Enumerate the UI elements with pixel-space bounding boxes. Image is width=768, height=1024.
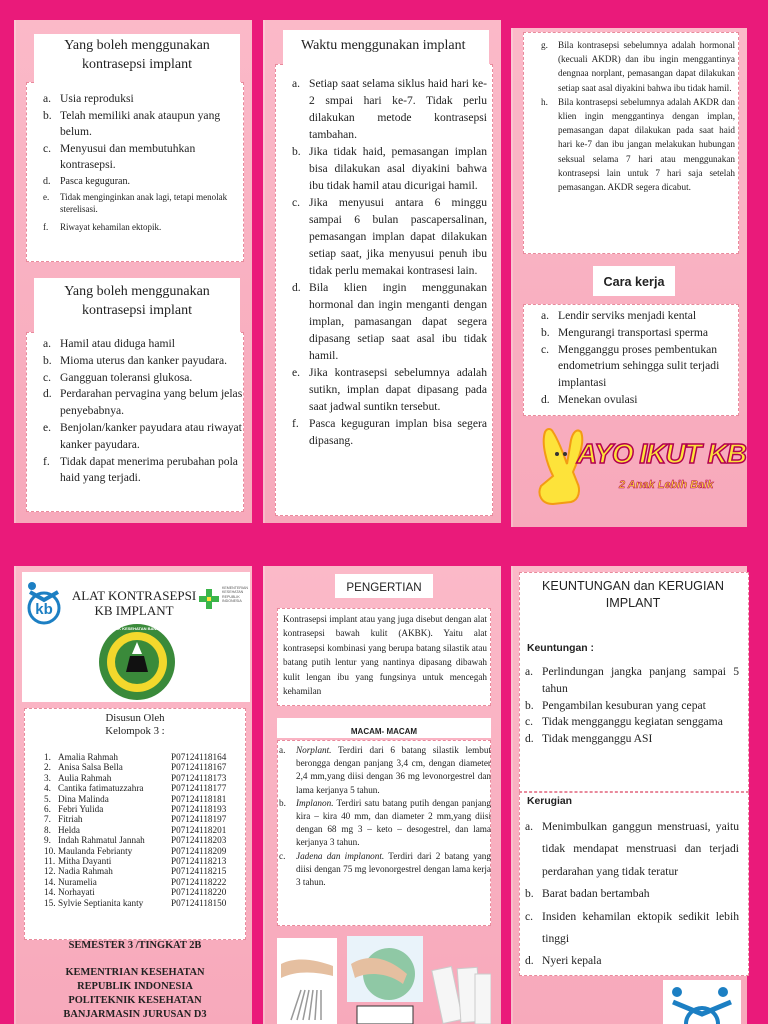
list-item bbox=[292, 75, 487, 143]
list-marker: a. bbox=[525, 665, 534, 678]
member-nim: P07124118203 bbox=[171, 835, 227, 846]
kontraindikasi-title bbox=[34, 278, 240, 334]
member-list bbox=[44, 752, 249, 908]
indikasi-list bbox=[43, 91, 243, 235]
macam-list bbox=[279, 744, 491, 889]
kb-logo bbox=[24, 578, 64, 626]
list-item bbox=[292, 279, 487, 364]
list-text: Jika menyusui antara 6 minggu sampai 6 bulan pascapersalinan, pemasangan implan dapat dilakukan setiap saat, jika menyusui penuh ibu tidak perlu memakai kontrasesi lain. bbox=[309, 196, 487, 277]
panel-cover bbox=[14, 566, 252, 1024]
list-marker: h. bbox=[541, 96, 548, 107]
member-n: 7. bbox=[44, 814, 51, 825]
list-text: Perdarahan pervagina yang belum jelas penyebabnya. bbox=[60, 387, 243, 418]
member-n: 12. bbox=[44, 866, 56, 877]
kontraindikasi-list bbox=[43, 336, 245, 487]
list-marker: d. bbox=[525, 954, 534, 968]
list-item bbox=[43, 454, 245, 488]
implant-illustration bbox=[277, 934, 491, 1024]
list-text: Mioma uterus dan kanker payudara. bbox=[60, 353, 228, 367]
kb-family-icon-bottom bbox=[663, 980, 741, 1024]
list-item bbox=[43, 174, 243, 191]
member-name: Indah Rahmatul Jannah bbox=[58, 835, 145, 846]
list-item bbox=[279, 797, 491, 850]
list-marker: c. bbox=[292, 196, 301, 209]
member-row bbox=[44, 856, 249, 866]
member-name: Nadia Rahmah bbox=[58, 866, 113, 877]
list-item bbox=[525, 664, 739, 698]
list-marker: d. bbox=[43, 175, 51, 187]
member-row bbox=[44, 794, 249, 804]
keuntungan-title: KEUNTUNGAN dan KERUGIAN IMPLANT bbox=[542, 579, 724, 610]
list-item bbox=[541, 325, 737, 342]
list-text: Mengganggu proses pembentukan endometrium sehingga sulit terjadi implantasi bbox=[558, 342, 720, 390]
kerugian-list bbox=[525, 816, 739, 973]
list-term: Norplant. bbox=[296, 745, 332, 755]
list-text: Pasca keguguran. bbox=[60, 175, 130, 187]
list-text: Hamil atau diduga hamil bbox=[60, 337, 175, 350]
cara-kerja-title bbox=[593, 266, 675, 296]
list-description: Terdiri satu batang putih dengan panjang kira – kira 40 mm, dan diameter 2 mm,yang diisi dengan 68 mg 3 – keto – desogestrel, dan lama kerjanya 3 tahun. bbox=[296, 797, 491, 848]
list-marker: c. bbox=[525, 715, 534, 729]
list-text: Riwayat kehamilan ektopik. bbox=[60, 221, 162, 232]
kontraindikasi-title-text: Yang boleh menggunakan kontrasepsi implant bbox=[64, 284, 210, 318]
list-item bbox=[279, 850, 491, 890]
waktu-title bbox=[283, 30, 489, 72]
list-text: Lendir serviks menjadi kental bbox=[558, 309, 697, 322]
member-name: Amalia Rahmah bbox=[58, 752, 118, 762]
list-item bbox=[43, 336, 245, 353]
member-nim: P07124118209 bbox=[171, 845, 227, 856]
list-item bbox=[292, 143, 487, 194]
member-nim: P07124118164 bbox=[171, 752, 227, 762]
list-text: Pengambilan kesuburan yang cepat bbox=[542, 698, 706, 712]
list-text: Usia reproduksi bbox=[60, 92, 134, 105]
list-marker: f. bbox=[292, 417, 299, 430]
member-row bbox=[44, 825, 249, 835]
member-n: 4. bbox=[44, 783, 51, 794]
member-nim: P07124118197 bbox=[171, 814, 227, 825]
panel-waktu bbox=[263, 20, 501, 523]
list-marker: b. bbox=[279, 797, 286, 808]
list-marker: b. bbox=[292, 145, 301, 158]
member-name: Cantika fatimatuzzahra bbox=[58, 783, 144, 794]
list-item bbox=[525, 816, 739, 883]
list-text: Insiden kehamilan ektopik sedikit lebih tinggi bbox=[542, 909, 739, 946]
list-marker: b. bbox=[541, 325, 550, 339]
list-marker: b. bbox=[43, 353, 52, 367]
list-text: Tidak menginginkan anak lagi, tetapi menolak sterelisasi. bbox=[60, 191, 228, 214]
member-row bbox=[44, 835, 249, 845]
list-text: Gangguan toleransi glukosa. bbox=[60, 370, 193, 384]
list-item bbox=[525, 731, 739, 748]
member-n: 9. bbox=[44, 835, 51, 846]
member-nim: P07124118201 bbox=[171, 824, 227, 835]
member-n: 8. bbox=[44, 824, 51, 835]
member-n: 15. bbox=[44, 897, 56, 908]
list-item bbox=[292, 194, 487, 279]
member-nim: P07124118150 bbox=[171, 897, 227, 908]
list-item bbox=[525, 714, 739, 731]
disusun-label: Disusun Oleh bbox=[105, 712, 165, 724]
institution-line-2: REPUBLIK INDONESIA bbox=[77, 981, 193, 992]
list-marker: c. bbox=[279, 850, 286, 861]
member-n: 14. bbox=[44, 887, 56, 898]
kb-family-icon bbox=[24, 578, 64, 626]
macam-title-text: MACAM- MACAM bbox=[350, 727, 418, 736]
list-text: Tidak mengganggu kegiatan senggama bbox=[542, 715, 723, 729]
list-text: Perlindungan jangka panjang sampai 5 tahun bbox=[542, 665, 739, 695]
list-term: Jadena dan implanont. bbox=[296, 850, 385, 861]
member-n: 2. bbox=[44, 762, 51, 773]
institution-line-1: KEMENTRIAN KESEHATAN bbox=[65, 967, 205, 978]
keuntungan-label: Keuntungan : bbox=[527, 643, 594, 654]
list-item bbox=[43, 91, 243, 108]
member-name: Dina Malinda bbox=[58, 793, 109, 804]
list-marker: f. bbox=[43, 221, 49, 232]
list-text: Tidak dapat menerima perubahan pola haid yang terjadi. bbox=[60, 454, 238, 485]
member-nim: P07124118181 bbox=[171, 793, 227, 804]
list-item bbox=[43, 420, 245, 454]
member-name: Nuramelia bbox=[58, 876, 97, 887]
list-text: Bila klien ingin menggunakan hormonal dan ingin menganti dengan implan, pamasangan dapat segera dipasang setiap saat asal ibu tidak hamil. bbox=[309, 281, 487, 362]
list-term: Implanon. bbox=[296, 797, 334, 808]
list-text bbox=[296, 850, 491, 890]
kerugian-label: Kerugian bbox=[527, 796, 573, 807]
list-item bbox=[525, 950, 739, 972]
panel-keuntungan bbox=[511, 566, 747, 1024]
list-marker: b. bbox=[525, 887, 534, 901]
institution-block bbox=[16, 966, 254, 1022]
list-marker: e. bbox=[292, 366, 301, 379]
member-name: Fitriah bbox=[58, 814, 83, 825]
semester-label: SEMESTER 3 /TINGKAT 2B bbox=[68, 940, 202, 951]
institution-line-4: BANJARMASIN JURUSAN D3 bbox=[63, 1009, 207, 1020]
member-nim: P07124118177 bbox=[171, 783, 227, 794]
list-item bbox=[279, 744, 491, 797]
cara-kerja-list bbox=[541, 308, 737, 409]
macam-title bbox=[277, 718, 491, 738]
list-marker: c. bbox=[541, 342, 550, 356]
member-name: Helda bbox=[58, 824, 80, 835]
list-marker: e. bbox=[43, 191, 50, 202]
member-n: 11. bbox=[44, 856, 56, 867]
list-marker: c. bbox=[43, 370, 52, 384]
waktu-title-text: Waktu menggunakan implant bbox=[301, 38, 466, 53]
member-n: 1. bbox=[44, 752, 51, 762]
cover-title: ALAT KONTRASEPSI KB IMPLANT bbox=[71, 588, 197, 618]
member-name: Febri Yulida bbox=[58, 804, 104, 815]
member-row bbox=[44, 814, 249, 824]
waktu-list bbox=[292, 75, 487, 449]
list-text: Pasca keguguran implan bisa segera dipasang. bbox=[309, 417, 487, 447]
member-row bbox=[44, 846, 249, 856]
list-marker: c. bbox=[525, 909, 534, 923]
member-name: Norhayati bbox=[58, 887, 95, 898]
svg-text:kb: kb bbox=[35, 601, 53, 618]
member-name: Anisa Salsa Bella bbox=[58, 762, 123, 773]
list-item bbox=[43, 353, 245, 370]
list-item bbox=[43, 191, 243, 215]
list-item bbox=[43, 370, 245, 387]
poltekkes-seal bbox=[96, 622, 178, 702]
list-item bbox=[43, 141, 243, 174]
list-item bbox=[43, 108, 243, 141]
keuntungan-list bbox=[525, 664, 739, 748]
member-row bbox=[44, 752, 249, 762]
list-item bbox=[541, 95, 735, 194]
kemenkes-label: KEMENTERIAN KESEHATAN REPUBLIK INDONESIA bbox=[222, 586, 248, 604]
list-marker: a. bbox=[279, 745, 286, 755]
implant-arm-icon bbox=[277, 934, 491, 1024]
logo-sub-text: 2 Anak Lebih Baik bbox=[619, 479, 714, 491]
member-row bbox=[44, 783, 249, 793]
panel-indikasi bbox=[14, 20, 252, 523]
member-n: 14. bbox=[44, 876, 56, 887]
list-marker: a. bbox=[292, 77, 301, 90]
list-item bbox=[541, 38, 735, 95]
member-row bbox=[44, 887, 249, 897]
panel-pengertian bbox=[263, 566, 501, 1024]
list-text bbox=[296, 797, 491, 850]
ayo-ikut-kb-logo bbox=[527, 424, 746, 510]
list-text: Menyusui dan membutuhkan kontrasepsi. bbox=[60, 141, 196, 172]
member-row bbox=[44, 773, 249, 783]
member-name: Aulia Rahmah bbox=[58, 772, 112, 783]
member-n: 10. bbox=[44, 845, 56, 856]
kemenkes-logo bbox=[198, 582, 250, 618]
list-marker: d. bbox=[541, 392, 550, 406]
list-item bbox=[43, 386, 245, 420]
list-marker: a. bbox=[43, 92, 52, 105]
member-nim: P07124118213 bbox=[171, 856, 227, 867]
member-row bbox=[44, 898, 249, 908]
list-text: Setiap saat selama siklus haid hari ke-2 smpai hari ke-7. Tidak perlu dilakukan metode kontrasepsi tambahan. bbox=[309, 77, 487, 141]
list-text: Barat badan bertambah bbox=[542, 887, 650, 901]
list-marker: c. bbox=[43, 141, 52, 155]
list-text: Menekan ovulasi bbox=[558, 392, 638, 406]
member-name: Maulanda Febrianty bbox=[58, 845, 133, 856]
pengertian-body: Kontrasepsi implant atau yang juga disebut dengan alat kontrasepsi bawah kulit (AKBK). Yaitu alat kontrasepsi kombinasi yang berupa batang silastik atau batang putih lentur yang nantinya dipasang dibawah kulit lengan ibu yang fungsinya untuk mencegah kehamilan bbox=[283, 614, 487, 697]
list-marker: d. bbox=[43, 387, 52, 401]
indikasi-title-text: Yang boleh menggunakan kontrasepsi implant bbox=[64, 38, 210, 72]
pengertian-title-text: PENGERTIAN bbox=[346, 581, 422, 594]
member-name: Mitha Dayanti bbox=[58, 856, 112, 867]
member-nim: P07124118215 bbox=[171, 866, 227, 877]
pengertian-title bbox=[335, 574, 433, 598]
cara-kerja-title-text: Cara kerja bbox=[603, 275, 665, 289]
list-marker: g. bbox=[541, 40, 548, 50]
list-text: Jika tidak haid, pemasangan implan bisa dilakukan asal diyakini bahwa ibu tidak hamil atau dicurigai hamil. bbox=[309, 145, 487, 192]
lanjutan-list bbox=[541, 38, 735, 194]
list-item bbox=[541, 308, 737, 325]
member-nim: P07124118173 bbox=[171, 772, 227, 783]
list-marker: a. bbox=[525, 820, 534, 833]
list-text: Tidak mengganggu ASI bbox=[542, 732, 653, 746]
kelompok-label: Kelompok 3 : bbox=[105, 725, 165, 737]
list-item bbox=[525, 698, 739, 715]
list-item bbox=[525, 906, 739, 951]
seal-text: POLITEKNIK KESEHATAN BANJARMASIN bbox=[96, 626, 178, 631]
member-nim: P07124118193 bbox=[171, 804, 227, 815]
list-marker: f. bbox=[43, 454, 50, 468]
list-text: Mengurangi transportasi sperma bbox=[558, 325, 709, 339]
list-marker: d. bbox=[292, 281, 301, 294]
list-text: Bila kontrasepsi sebelumnya adalah AKDR dan klien ingin menggantinya dengan implan, pemasangan dapat dilakukan pada saat haid hari ke-7 dan ibu jangan melakukan hubungan seksual selama 7 hari atau menggunakan kontrasepsi lain untuk 7 hari saja setelah pemasangan. AKDR segera dicabut. bbox=[558, 96, 735, 193]
panel-cara-kerja bbox=[511, 28, 747, 527]
member-n: 5. bbox=[44, 793, 51, 804]
kemenkes-cross-icon bbox=[198, 588, 220, 610]
list-item bbox=[292, 415, 487, 449]
member-row bbox=[44, 762, 249, 772]
list-marker: e. bbox=[43, 420, 52, 434]
list-marker: d. bbox=[525, 732, 534, 746]
member-nim: P07124118220 bbox=[171, 887, 227, 898]
member-nim: P07124118167 bbox=[171, 762, 227, 773]
list-text: Benjolan/kanker payudara atau riwayat kanker payudara. bbox=[60, 420, 242, 451]
list-marker: a. bbox=[43, 337, 52, 350]
list-item bbox=[525, 883, 739, 905]
list-item bbox=[541, 392, 737, 409]
member-row bbox=[44, 866, 249, 876]
kb-logo-bottom bbox=[663, 980, 741, 1024]
list-text: Menimbulkan ganggun menstruasi, yaitu tidak mendapat menstruasi dan terjadi perdarahan yang tidak teratur bbox=[542, 820, 739, 878]
member-n: 6. bbox=[44, 804, 51, 815]
logo-main-text: AYO IKUT KB bbox=[577, 438, 746, 469]
list-text bbox=[296, 744, 491, 797]
list-item bbox=[292, 364, 487, 415]
member-nim: P07124118222 bbox=[171, 876, 227, 887]
member-row bbox=[44, 877, 249, 887]
list-description: Terdiri dari 2 batang yang diisi dengan 75 mg levonorgestrel dengan lama kerja 3 tahun. bbox=[296, 850, 491, 888]
list-item bbox=[541, 342, 737, 392]
member-n: 3. bbox=[44, 772, 51, 783]
indikasi-title bbox=[34, 34, 240, 92]
member-row bbox=[44, 804, 249, 814]
list-text: Bila kontrasepsi sebelumnya adalah hormonal (kecuali AKDR) dan ibu ingin menggantinya dengnaa norplant, pemasangan dapat dilakukan setiap saat asal diyakini bahwa ibu tidak hamil. bbox=[558, 40, 735, 93]
list-marker: a. bbox=[541, 309, 550, 322]
list-text: Nyeri kepala bbox=[542, 954, 602, 968]
list-marker: b. bbox=[525, 698, 534, 712]
institution-line-3: POLITEKNIK KESEHATAN bbox=[68, 995, 202, 1006]
list-marker: b. bbox=[43, 108, 52, 122]
list-item bbox=[43, 219, 243, 236]
poltekkes-seal-icon bbox=[96, 622, 178, 702]
list-description: Terdiri dari 6 batang silastik lembut berongga dengan panjang 3,4 cm, dengan diameter 2,4 mm,yang diisi dengan 36 mg levonorgestrel dan lama kerjanya 5 tahun. bbox=[296, 745, 491, 795]
list-text: Jika kontrasepsi sebelumnya adalah sutikn, implan dapat dipasang pada saat jadwal suntikn tersebut. bbox=[309, 366, 487, 413]
member-name: Sylvie Septianita kanty bbox=[58, 897, 144, 908]
list-text: Telah memiliki anak ataupun yang belum. bbox=[60, 108, 221, 139]
